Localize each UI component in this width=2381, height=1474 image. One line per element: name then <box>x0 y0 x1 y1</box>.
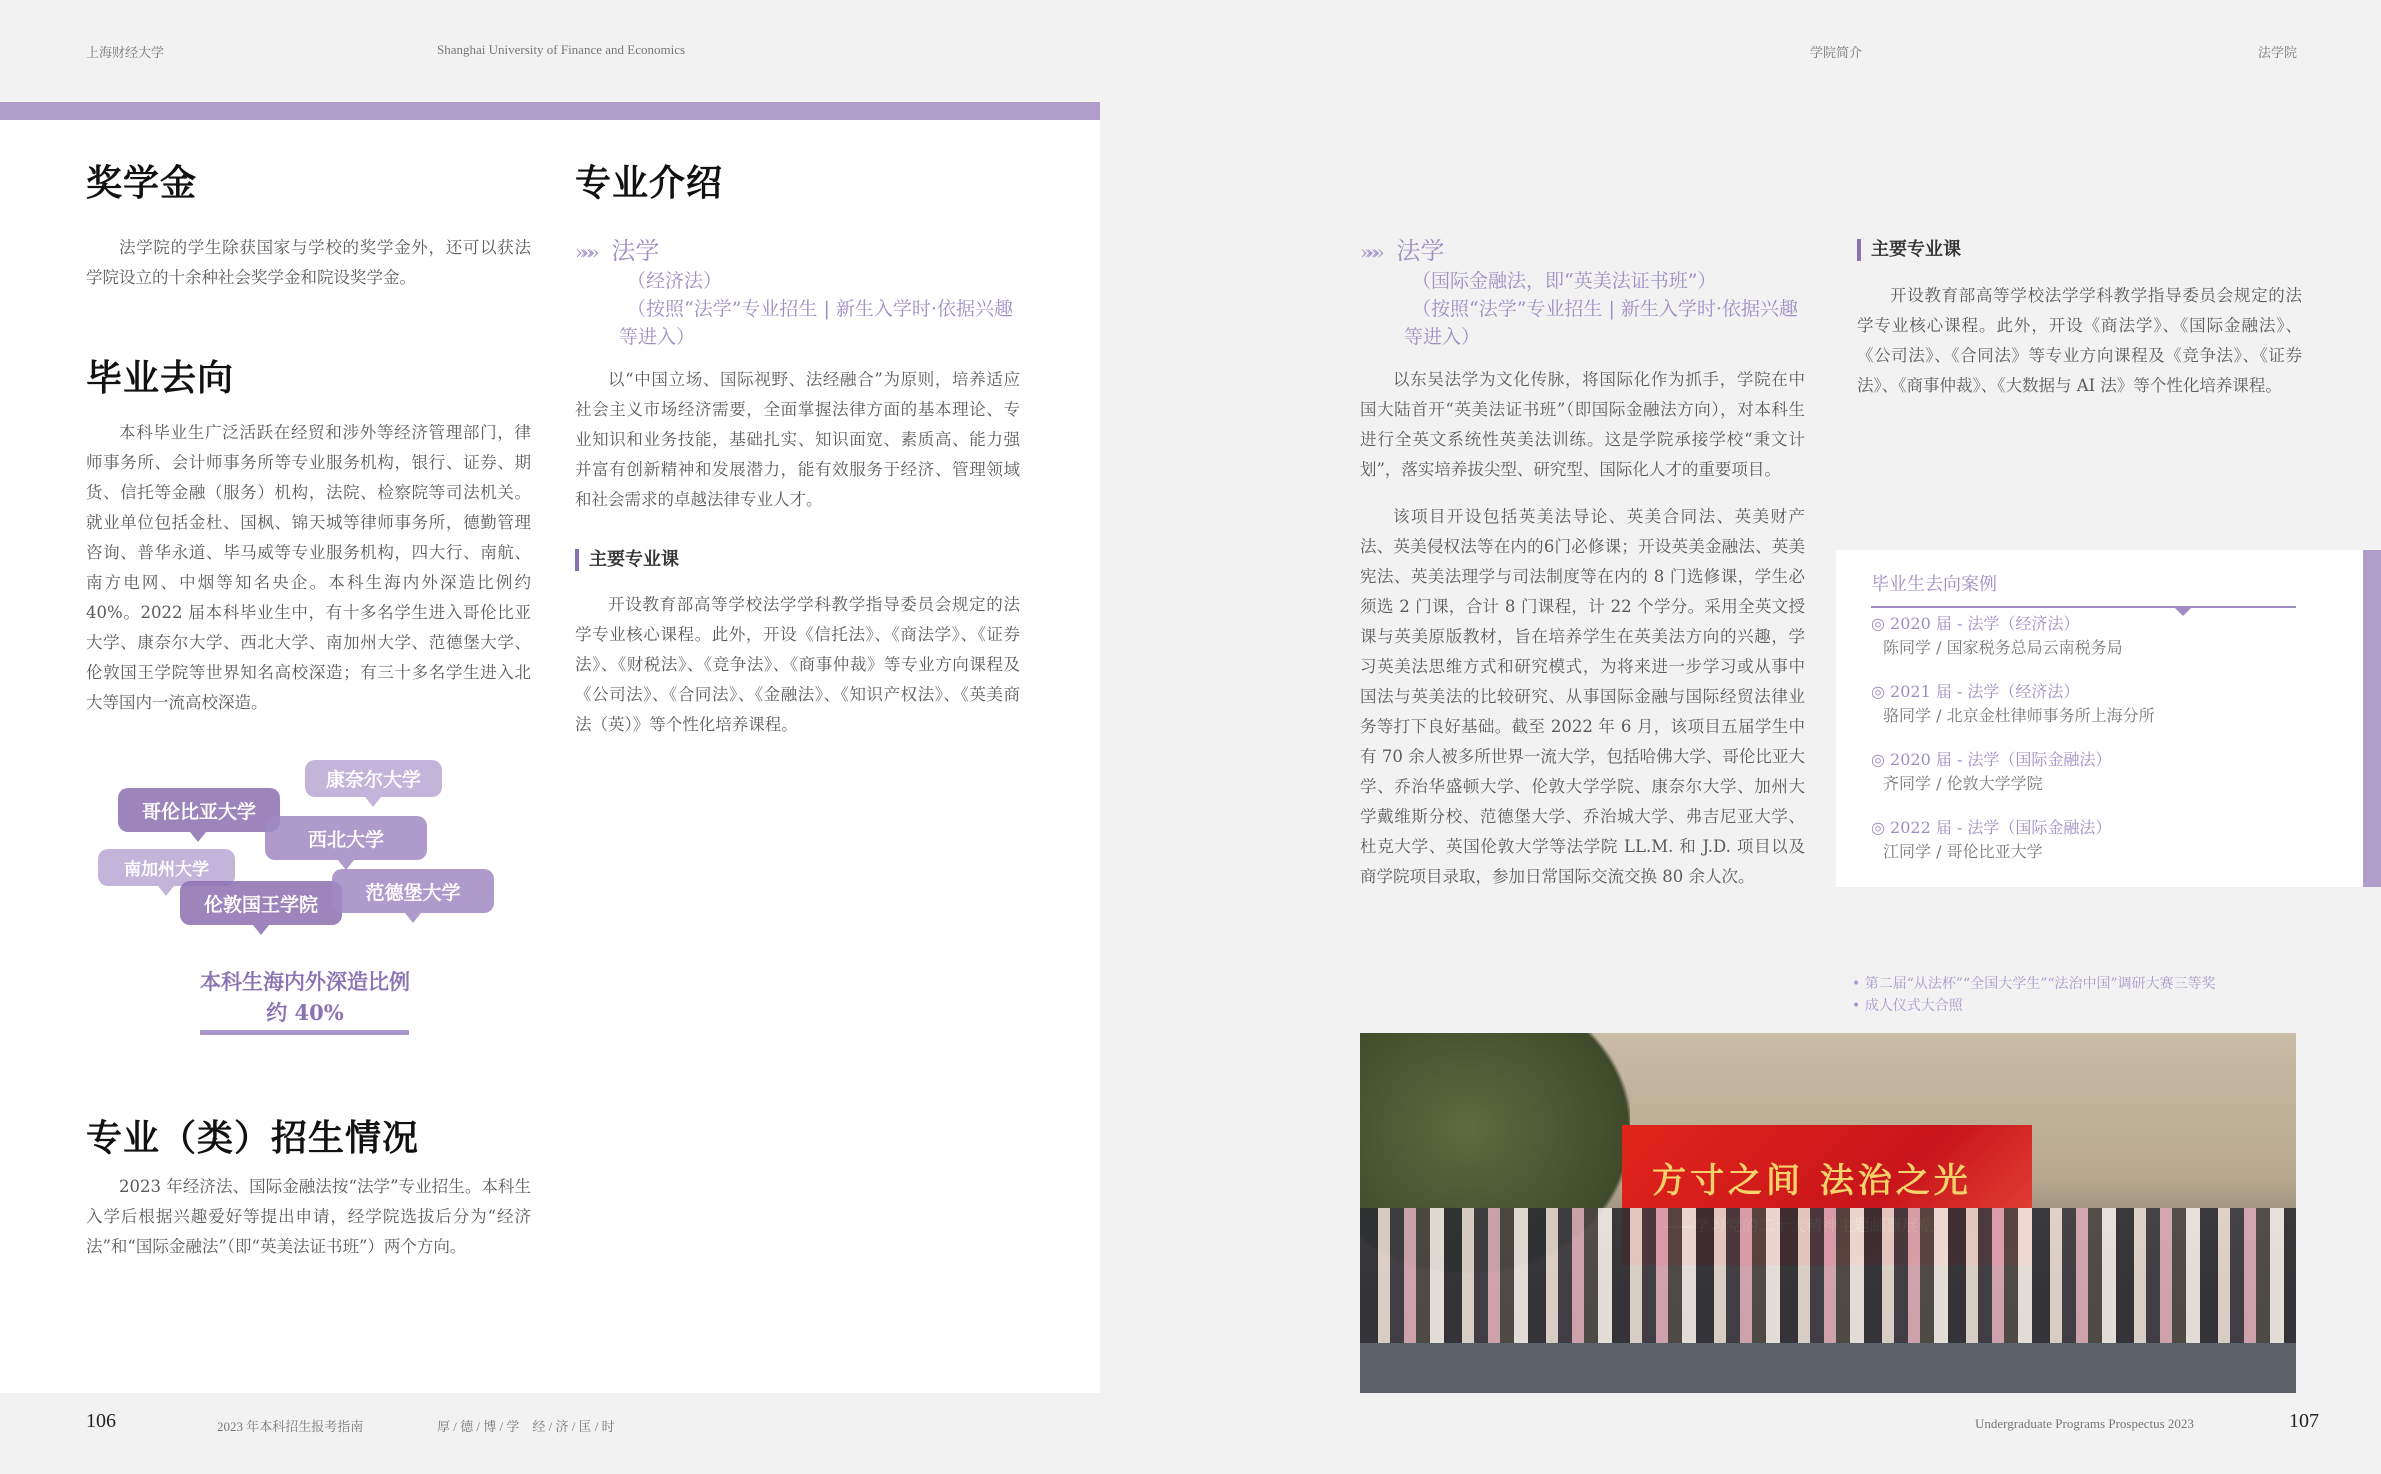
running-head-university-cn: 上海财经大学 <box>86 45 165 60</box>
target-bullet-icon: ◎ <box>1871 818 1891 837</box>
core-courses-subhead-right: 主要专业课 <box>1857 239 1961 261</box>
case-head: 2021 届 - 法学（经济法） <box>1890 682 2080 701</box>
banner-title: 方寸之间 法治之光 <box>1652 1161 1972 1201</box>
road <box>1360 1343 2296 1393</box>
bubble-vanderbilt <box>332 869 494 913</box>
enrollment-body: 2023 年经济法、国际金融法按“法学”专业招生。本科生入学后根据兴趣爱好等提出申请，经学院选拔后分为“经济法”和“国际金融法”（即“英美法证书班”）两个方向。 <box>86 1177 531 1256</box>
program-intro-body: 以“中国立场、国际视野、法经融合”为原则，培养适应社会主义市场经济需要，全面掌握法律方面的基本理论、专业知识和业务技能，基础扎实、知识面宽、素质高、能力强并富有创新精神和发展潜力，能有效服务于经济、管理领域和社会需求的卓越法律专业人才。 <box>575 370 1020 509</box>
major-name: 法学 <box>1396 237 1445 265</box>
crowd <box>1360 1208 2296 1343</box>
target-bullet-icon: ◎ <box>1871 614 1891 633</box>
case-item <box>1871 816 2111 864</box>
cases-title: 毕业生去向案例 <box>1871 574 1997 595</box>
study-abroad-stat <box>180 966 430 1028</box>
bullet-icon: • <box>1852 976 1865 992</box>
certificate-program-body-2: 该项目开设包括英美法导论、英美合同法、英美财产法、英美侵权法等在内的6门必修课；开设英美金融法、英美宪法、英美法理学与司法制度等在内的 8 门选修课，学生必须选 2 门课，合计 8 门课程，计 22 个学分。采用全英文授课与英美原版教材，旨在培养学生在英美法方向的兴趣，学习英美法思维方式和研究模式，为将来进一步学习或从事中国法与英美法的比较研究、从事国际金融与国际经贸法律业务等打下良好基础。截至 2022 年 6 月，该项目五届学生中有 70 余人被多所世界一流大学，包括哈佛大学、哥伦比亚大学、乔治华盛顿大学、伦敦大学学院、康奈尔大学、加州大学戴维斯分校、范德堡大学、乔治城大学、弗吉尼亚大学、杜克大学、英国伦敦大学等法学院 LL.M. 和 J.D. 项目以及商学院项目录取，参加日常国际交流交换 80 余人次。 <box>1360 507 1805 886</box>
case-body: 陈同学 / 国家税务总局云南税务局 <box>1883 638 2123 657</box>
stat-label: 本科生海内外深造比例 <box>200 969 410 994</box>
core-courses-body-right: 开设教育部高等学校法学学科教学指导委员会规定的法学专业核心课程。此外，开设《商法学》、《国际金融法》、《公司法》、《合同法》等专业方向课程及《竞争法》、《证券法》、《商事仲裁》、《大数据与 AI 法》等个性化培养课程。 <box>1857 286 2302 395</box>
card-accent-strip <box>2363 550 2381 887</box>
bubble-label: 康奈尔大学 <box>325 769 421 791</box>
case-body: 骆同学 / 北京金杜律师事务所上海分所 <box>1883 706 2155 725</box>
certificate-program-body-1: 以东吴法学为文化传脉，将国际化作为抓手，学院在中国大陆首开“英美法证书班”（即国际金融法方向），对本科生进行全英文系统性英美法训练。这是学院承接学校“秉文计划”，落实培养拔尖型、研究型、国际化人才的重要项目。 <box>1360 370 1805 479</box>
bubble-tail <box>365 797 381 807</box>
case-item <box>1871 680 2155 728</box>
left-page-number: 106 <box>86 1410 116 1432</box>
stat-underline <box>200 1030 409 1035</box>
major-international-finance-law <box>1360 236 1810 351</box>
case-head: 2022 届 - 法学（国际金融法） <box>1890 818 2112 837</box>
scholarship-heading: 奖学金 <box>86 162 198 204</box>
bubble-label: 哥伦比亚大学 <box>141 800 256 823</box>
bubble-columbia <box>118 788 280 832</box>
bubble-label: 伦敦国王学院 <box>203 893 318 916</box>
major-direction: （国际金融法，即“英美法证书班”） <box>1412 270 1717 292</box>
career-body: 本科毕业生广泛活跃在经贸和涉外等经济管理部门，律师事务所、会计师事务所等专业服务机构，银行、证券、期货、信托等金融（服务）机构，法院、检察院等司法机关。就业单位包括金杜、国枫、锦天城等律师事务所，德勤管理咨询、普华永道、毕马威等专业服务机构，四大行、南航、南方电网、中烟等知名央企。本科生海内外深造比例约 40%。2022 届本科毕业生中，有十多名学生进入哥伦比亚大学、康奈尔大学、西北大学、南加州大学、范德堡大学、伦敦国王学院等世界知名高校深造；有三十多名学生进入北大等国内一流高校深造。 <box>86 423 531 712</box>
cases-divider <box>1871 606 2296 608</box>
bubble-kings-college <box>180 881 342 925</box>
left-accent-band <box>0 102 1100 120</box>
major-economic-law <box>575 236 1015 351</box>
running-head-university-en: Shanghai University of Finance and Economics <box>437 42 686 57</box>
bubble-tail <box>253 925 269 935</box>
running-head-school: 法学院 <box>2258 45 2298 60</box>
bubble-northwestern <box>265 816 427 860</box>
running-head-section: 学院简介 <box>1810 45 1863 60</box>
footer-motto: 厚 / 德 / 博 / 学 经 / 济 / 匡 / 时 <box>437 1419 615 1434</box>
chevron-right-icon: »»» <box>575 240 594 264</box>
case-head: 2020 届 - 法学（国际金融法） <box>1890 750 2112 769</box>
caption-text: 第二届“从法杯”“全国大学生”“法治中国”调研大赛三等奖 <box>1864 976 2216 992</box>
bubble-label: 南加州大学 <box>124 860 209 880</box>
photo-captions <box>1852 973 2216 1017</box>
target-bullet-icon: ◎ <box>1871 682 1891 701</box>
footer-prospectus-title: Undergraduate Programs Prospectus 2023 <box>1975 1416 2194 1431</box>
bubble-label: 西北大学 <box>307 828 384 851</box>
bullet-icon: • <box>1852 998 1865 1014</box>
chevron-right-icon: »»» <box>1360 240 1379 264</box>
major-direction: （经济法） <box>627 270 723 292</box>
core-courses-body: 开设教育部高等学校法学学科教学指导委员会规定的法学专业核心课程。此外，开设《信托法》、《商法学》、《证券法》、《财税法》、《竞争法》、《商事仲裁》等专业方向课程及《公司法》、《合同法》、《金融法》、《知识产权法》、《英美商法（英）》等个性化培养课程。 <box>575 595 1020 734</box>
group-photo <box>1360 1033 2296 1393</box>
bubble-tail <box>405 913 421 923</box>
case-item <box>1871 612 2123 660</box>
case-body: 齐同学 / 伦敦大学学院 <box>1883 774 2043 793</box>
scholarship-body: 法学院的学生除获国家与学校的奖学金外，还可以获法学院设立的十余种社会奖学金和院设奖学金。 <box>86 238 531 287</box>
target-bullet-icon: ◎ <box>1871 750 1891 769</box>
program-intro-heading: 专业介绍 <box>575 162 724 204</box>
bubble-cornell <box>305 760 442 797</box>
core-courses-subhead: 主要专业课 <box>575 549 679 571</box>
bubble-tail <box>158 886 174 896</box>
career-heading: 毕业去向 <box>86 357 235 399</box>
graduate-cases-card <box>1836 550 2363 887</box>
bubble-tail <box>190 832 206 842</box>
right-page-number: 107 <box>2289 1410 2319 1432</box>
major-name: 法学 <box>611 237 660 265</box>
stat-value: 约 40% <box>266 1000 344 1025</box>
major-note: （按照“法学”专业招生 | 新生入学时·依据兴趣等进入） <box>619 298 1013 348</box>
case-item <box>1871 748 2111 796</box>
caption-text: 成人仪式大合照 <box>1864 998 1963 1014</box>
major-note: （按照“法学”专业招生 | 新生入学时·依据兴趣等进入） <box>1404 298 1798 348</box>
bubble-label: 范德堡大学 <box>365 881 461 904</box>
case-head: 2020 届 - 法学（经济法） <box>1890 614 2080 633</box>
footer-guide-title: 2023 年本科招生报考指南 <box>217 1419 364 1434</box>
enrollment-heading: 专业（类）招生情况 <box>86 1117 420 1159</box>
divider-notch-icon <box>2174 607 2192 616</box>
case-body: 江同学 / 哥伦比亚大学 <box>1883 842 2043 861</box>
